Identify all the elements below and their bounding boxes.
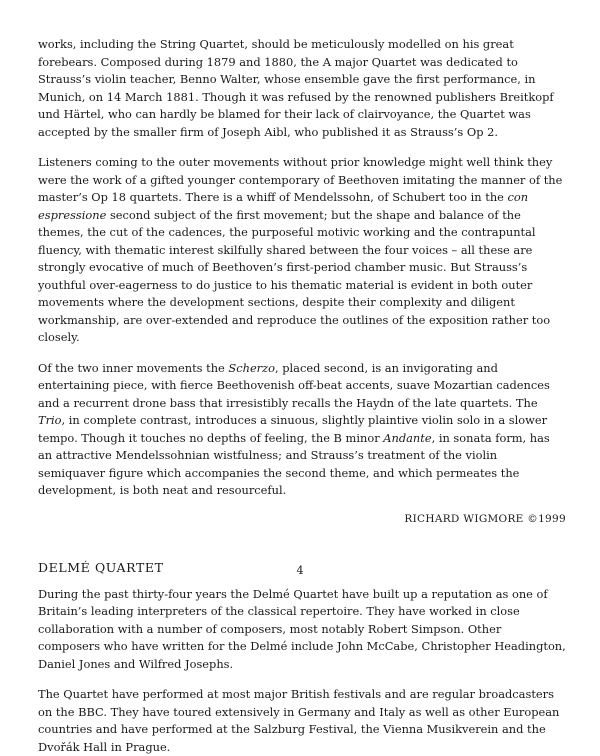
section-paragraph-2: The Quartet have performed at most major British festivals and are regular broadcasters on the BBC. They have toured extensively in Germany and Italy as well as other European countries and have performed at the Salzburg Festival, the Vienna Musikverein and the Dvořák Hall in Prague. — [38, 687, 560, 754]
essay-paragraph-2-text-a: Listeners coming to the outer movements without prior knowledge might well think they were the work of a gifted younger contemporary of Beethoven imitating the manner of the master’s Op 18 quartets. There is a whiff of Mendelssohn, of Schubert too in the — [38, 155, 563, 204]
essay-paragraph-3-text-g: , in sonata form, has an attractive Mendelssohnian wistfulness; and Strauss’s treatment of the violin semiquaver figure which accompanies the second theme, and which permeates the development, is both neat and resourceful. — [38, 430, 550, 497]
essay-paragraph-2-text-c: second subject of the first movement; but the shape and balance of the themes, the cut of the cadences, the purposeful motivic working and the contrapuntal fluency, with thematic interest skilfully shared between the four voices – all these are strongly evocative of much of Beethoven’s first-period chamber music. But Strauss’s youthful over-eagerness to do justice to his thematic material is evident in both outer movements where the development sections, despite their complexity and diligent workmanship, are over-extended and reproduce the outlines of the exposition rather too closely. — [38, 207, 551, 344]
essay-paragraph-3-italic-scherzo: Scherzo — [228, 360, 275, 375]
essay-paragraph-3-italic-trio: Trio — [38, 413, 62, 427]
essay-paragraph-2 — [38, 154, 566, 347]
essay-paragraph-2-italic-con-espressione: con espressione — [38, 190, 529, 222]
document-page — [38, 36, 566, 756]
essay-paragraph-3-text-a: Of the two inner movements the — [38, 360, 229, 375]
essay-paragraph-3-text-e: , in complete contrast, introduces a sinuous, slightly plaintive violin solo in a slower tempo. Though it touches no depths of feeling, the B minor — [38, 413, 548, 445]
page-number: 4 — [296, 564, 304, 577]
essay-paragraph-3-text-c: , placed second, is an invigorating and entertaining piece, with fierce Beethovenish off-beat accents, suave Mozartian cadences and a recurrent drone bass that irresistibly recalls the Haydn of the late quartets. The — [38, 360, 550, 410]
essay-paragraph-3 — [38, 360, 566, 500]
author-credit: RICHARD WIGMORE ©1999 — [404, 512, 566, 525]
section-paragraph-1: During the past thirty-four years the Delmé Quartet have built up a reputation as one of Britain’s leading interpreters of the classical repertoire. They have worked in close collaboration with a number of composers, most notably Robert Simpson. Other composers who have written for the Delmé include John McCabe, Christopher Headington, Daniel Jones and Wilfred Josephs. — [38, 586, 566, 671]
essay-paragraph-1: works, including the String Quartet, should be meticulously modelled on his great forebears. Composed during 1879 and 1880, the A major Quartet was dedicated to Strauss’s violin teacher, Benno Walter, whose ensemble gave the first performance, in Munich, on 14 March 1881. Though it was refused by the renowned publishers Breitkopf und Härtel, who can hardly be blamed for their lack of clairvoyance, the Quartet was accepted by the smaller firm of Joseph Aibl, who published it as Strauss’s Op 2. — [38, 37, 554, 139]
essay-paragraph-3-italic-andante: Andante — [383, 430, 432, 445]
section-title: DELMÉ QUARTET — [38, 560, 164, 575]
